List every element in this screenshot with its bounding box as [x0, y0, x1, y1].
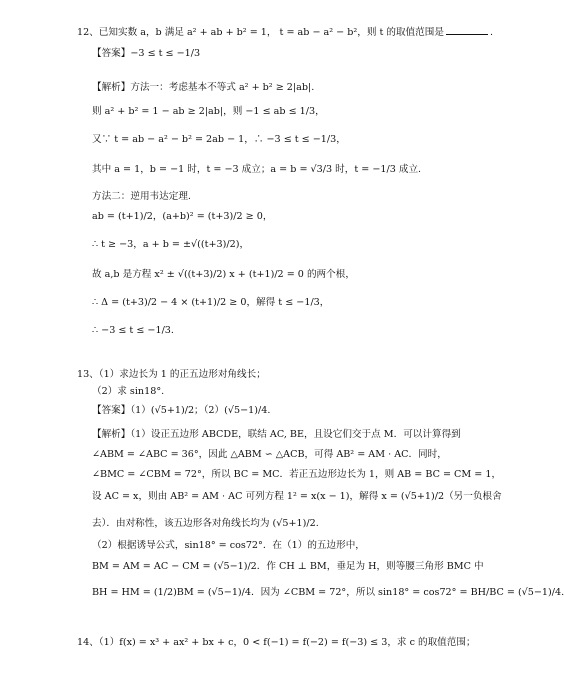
q13-answer: 【答案】（1）(√5+1)/2；（2）(√5−1)/4. [92, 405, 271, 416]
q12-stem: 12、已知实数 a，b 满足 a² + ab + b² = 1， t = ab − a² − b²，则 t 的取值范围是 . [77, 27, 493, 38]
q13-analysis-1: 【解析】（1）设正五边形 ABCDE，联结 AC, BE，且设它们交于点 M．可以计算得到 [92, 429, 461, 440]
q12-step-4: ab = (t+1)/2，(a+b)² = (t+3)/2 ≥ 0， [92, 211, 273, 222]
q13-analysis-8: BH = HM = (1/2)BM = (√5−1)/4．因为 ∠CBM = 72°，所以 sin18° = cos72° = BH/BC = (√5−1)/4. [92, 587, 564, 598]
q13-stem-2: （2）求 sin18°. [92, 386, 165, 397]
q13-analysis-6: （2）根据诱导公式，sin18° = cos72°．在（1）的五边形中， [92, 540, 365, 551]
q12-step-8: ∴ −3 ≤ t ≤ −1/3. [92, 325, 174, 336]
q12-step-1: 则 a² + b² = 1 − ab ≥ 2|ab|，则 −1 ≤ ab ≤ 1/3， [92, 106, 325, 117]
q12-step-6: 故 a,b 是方程 x² ± √((t+3)/2) x + (t+1)/2 = 0 的两个根， [92, 269, 355, 280]
answer-blank [446, 25, 488, 35]
q13-analysis-5: 去）．由对称性，该五边形各对角线长均为 (√5+1)/2. [92, 518, 319, 529]
q12-analysis-method1: 【解析】方法一：考虑基本不等式 a² + b² ≥ 2|ab|. [92, 82, 315, 93]
q13-stem-1: 13、（1）求边长为 1 的正五边形对角线长； [77, 369, 266, 380]
q12-step-3: 其中 a = 1，b = −1 时，t = −3 成立；a = b = √3/3 时，t = −1/3 成立. [92, 164, 422, 175]
q13-analysis-2: ∠ABM = ∠ABC = 36°，因此 △ABM ∽ △ACB，可得 AB² = AM · AC．同时， [92, 449, 447, 460]
q12-answer: 【答案】−3 ≤ t ≤ −1/3 [92, 48, 201, 59]
q12-step-5: ∴ t ≥ −3，a + b = ±√((t+3)/2)， [92, 239, 250, 250]
q13-analysis-3: ∠BMC = ∠CBM = 72°，所以 BC = MC．若正五边形边长为 1，则 AB = BC = CM = 1， [92, 469, 502, 480]
q13-analysis-7: BM = AM = AC − CM = (√5−1)/2．作 CH ⊥ BM，垂足为 H，则等腰三角形 BMC 中 [92, 561, 484, 572]
q12-step-7: ∴ Δ = (t+3)/2 − 4 × (t+1)/2 ≥ 0，解得 t ≤ −1/3， [92, 297, 330, 308]
q13-analysis-4: 设 AC = x，则由 AB² = AM · AC 可列方程 1² = x(x − 1)，解得 x = (√5+1)/2（另一负根舍 [92, 491, 502, 502]
q12-step-2: 又∵ t = ab − a² − b² = 2ab − 1，∴ −3 ≤ t ≤ −1/3， [92, 134, 346, 145]
q14-stem: 14、（1）f(x) = x³ + ax² + bx + c，0 < f(−1) = f(−2) = f(−3) ≤ 3，求 c 的取值范围； [77, 637, 476, 648]
q12-method2: 方法二：逆用韦达定理. [92, 191, 191, 202]
